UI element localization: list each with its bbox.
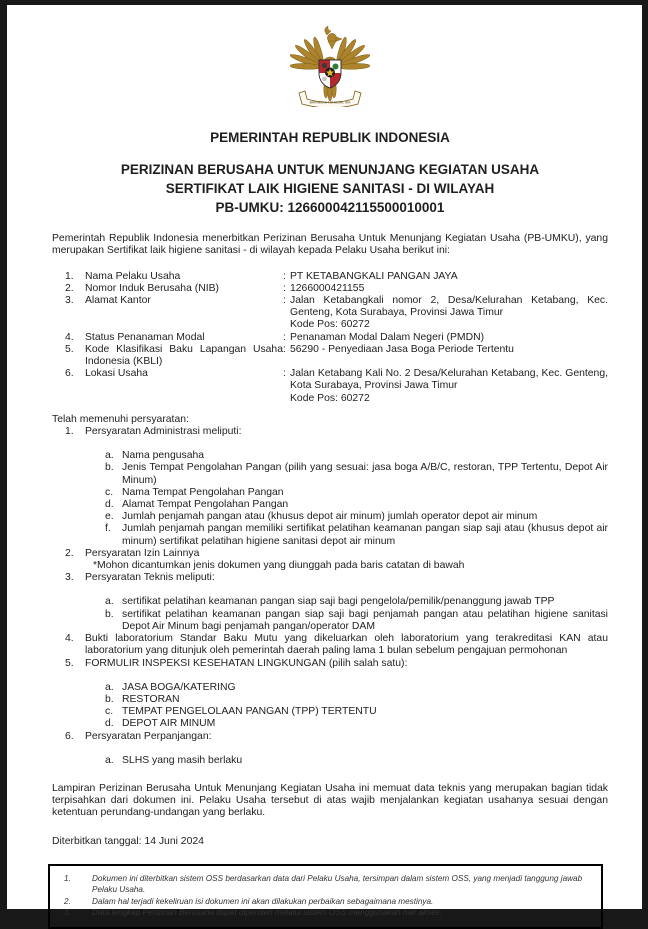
- emblem-container: [52, 25, 608, 111]
- detail-row-alamat-kantor: [52, 295, 608, 332]
- document-content: [7, 25, 642, 929]
- sub-text: Alamat Tempat Pengolahan Pangan: [122, 499, 289, 511]
- garuda-pancasila-emblem: [283, 25, 377, 107]
- detail-colon: :: [283, 368, 286, 380]
- detail-label: Nama Pelaku Usaha: [85, 270, 181, 282]
- detail-number: 5.: [65, 343, 74, 355]
- detail-value: 56290 - Penyediaan Jasa Boga Periode Tertentu: [290, 343, 514, 355]
- footnote-text: Dalam hal terjadi kekeliruan isi dokumen ini akan dilakukan perbaikan sebagaimana mestinya.: [92, 896, 434, 906]
- document-title: [52, 160, 608, 217]
- detail-row-lokasi-usaha: [52, 368, 608, 405]
- detail-value: Penanaman Modal Dalam Negeri (PMDN): [290, 331, 485, 343]
- sub-item: [85, 718, 608, 730]
- sub-letter: a.: [105, 754, 114, 766]
- sub-text: Jenis Tempat Pengolahan Pangan (pilih yang sesuai: jasa boga A/B/C, restoran, TPP Tertentu, Depot Air Minum): [122, 462, 608, 486]
- sub-text: JASA BOGA/KATERING: [122, 681, 236, 693]
- sub-text: Nama Tempat Pengolahan Pangan: [122, 486, 284, 498]
- footnotes-box: [48, 864, 603, 929]
- detail-label: Status Penanaman Modal: [85, 331, 205, 343]
- sub-item: [85, 487, 608, 499]
- requirement-number: 6.: [65, 730, 74, 742]
- footnote-number: 2.: [64, 896, 71, 906]
- detail-value: [290, 295, 608, 332]
- sub-letter: e.: [105, 511, 114, 523]
- requirement-sublist: [85, 450, 608, 548]
- requirement-number: 1.: [65, 426, 74, 438]
- detail-value-address: Jalan Ketabang Kali No. 2 Desa/Kelurahan Ketabang, Kec. Genteng, Kota Surabaya, Provinsi Jawa Timur: [290, 368, 608, 392]
- detail-row-kbli: [52, 344, 608, 368]
- sub-text: sertifikat pelatihan keamanan pangan siap saji bagi penjamah pangan atau pelatihan higiene sanitasi Depot Air Minum bagi penjamah pangan/operator DAM: [122, 608, 608, 632]
- detail-row-status-penanaman-modal: [52, 332, 608, 344]
- business-details-list: [52, 271, 608, 405]
- detail-row-nib: [52, 283, 608, 295]
- sub-text: SLHS yang masih berlaku: [122, 754, 243, 766]
- issued-date: Diterbitkan tanggal: 14 Juni 2024: [52, 835, 204, 847]
- sub-item: [85, 462, 608, 486]
- requirement-number: 5.: [65, 657, 74, 669]
- sub-text: TEMPAT PENGELOLAAN PANGAN (TPP) TERTENTU: [122, 706, 377, 718]
- sub-item: [85, 682, 608, 694]
- requirement-item-formulir-inspeksi: [52, 658, 608, 731]
- sub-item: [85, 511, 608, 523]
- footnote-row: [54, 896, 593, 908]
- doc-title-line1: PERIZINAN BERUSAHA UNTUK MENUNJANG KEGIATAN USAHA: [120, 162, 540, 178]
- requirement-text: Bukti laboratorium Standar Baku Mutu yang dikeluarkan oleh laboratorium yang terakreditasi KAN atau laboratorium yang ditunjuk oleh pemerintah daerah paling lama 1 bulan sebelum pengajuan permohonan: [85, 633, 608, 657]
- intro-paragraph: Pemerintah Republik Indonesia menerbitkan Perizinan Berusaha Untuk Menunjang Kegiatan Usaha (PB-UMKU), yang merupakan Sertifikat laik higiene sanitasi - di wilayah kepada Pelaku Usaha berikut ini:: [52, 233, 608, 257]
- sub-text: Jumlah penjamah pangan memiliki sertifikat pelatihan keamanan pangan siap saji atau (khusus depot air minum) sertifikat pelatihan higiene sanitasi depot air minum: [122, 523, 608, 547]
- sub-item: [85, 523, 608, 547]
- sub-item: [85, 755, 608, 767]
- sub-letter: d.: [105, 718, 114, 730]
- detail-value: 1266000421155: [290, 282, 365, 294]
- sub-item: [85, 694, 608, 706]
- footnote-text: Data lengkap Perizinan Berusaha dapat diperoleh melalui sistem OSS menggunakan hak akses.: [92, 908, 442, 918]
- requirement-text: FORMULIR INSPEKSI KESEHATAN LINGKUNGAN (pilih salah satu):: [85, 657, 408, 669]
- sub-item: [85, 499, 608, 511]
- detail-value-address: Jalan Ketabangkali nomor 2, Desa/Kelurahan Ketabang, Kec. Genteng, Kota Surabaya, Provinsi Jawa Timur: [290, 295, 608, 319]
- detail-label: Alamat Kantor: [85, 295, 151, 307]
- detail-colon: :: [283, 331, 286, 343]
- sub-item: [85, 596, 608, 608]
- detail-colon: :: [283, 282, 286, 294]
- detail-row-nama-pelaku-usaha: [52, 271, 608, 283]
- sub-letter: b.: [105, 608, 114, 620]
- detail-label: Nomor Induk Berusaha (NIB): [85, 282, 219, 294]
- pancasila-shield: [319, 60, 341, 88]
- detail-number: 6.: [65, 368, 74, 380]
- sub-text: RESTORAN: [122, 693, 180, 705]
- requirement-text: Persyaratan Izin Lainnya: [85, 547, 200, 559]
- requirement-sublist: [85, 596, 608, 633]
- sub-letter: c.: [105, 486, 114, 498]
- detail-colon: :: [283, 343, 286, 355]
- requirement-number: 4.: [65, 633, 74, 645]
- document-page: [7, 5, 642, 918]
- sub-letter: a.: [105, 450, 114, 462]
- detail-colon: :: [283, 295, 286, 307]
- sub-item: [85, 706, 608, 718]
- footnote-row: [54, 907, 593, 919]
- detail-number: 3.: [65, 295, 74, 307]
- requirement-item-izin-lainnya: [52, 548, 608, 572]
- detail-number: 2.: [65, 282, 74, 294]
- doc-title-line2: SERTIFIKAT LAIK HIGIENE SANITASI - DI WILAYAH: [165, 181, 495, 197]
- requirement-item-perpanjangan: [52, 731, 608, 767]
- sub-letter: c.: [105, 706, 114, 718]
- footnote-number: 1.: [64, 873, 71, 883]
- detail-label: Kode Klasifikasi Baku Lapangan Usaha Indonesia (KBLI): [85, 343, 283, 368]
- detail-value-postal-code: Kode Pos: 60272: [290, 319, 370, 331]
- requirement-sublist: [85, 682, 608, 731]
- sub-text: DEPOT AIR MINUM: [122, 718, 216, 730]
- requirement-text: Persyaratan Perpanjangan:: [85, 730, 212, 742]
- requirement-text: Persyaratan Administrasi meliputi:: [85, 426, 242, 438]
- requirements-heading: Telah memenuhi persyaratan:: [52, 413, 189, 425]
- footnote-number: 3.: [64, 908, 71, 918]
- detail-label: Lokasi Usaha: [85, 368, 148, 380]
- doc-title-pb-umku-number: PB-UMKU: 126600042115500010001: [215, 200, 445, 216]
- svg-text:BHINNEKA TUNGGAL IKA: BHINNEKA TUNGGAL IKA: [309, 100, 351, 105]
- requirement-item-administrasi: [52, 426, 608, 548]
- requirement-sublist: [85, 755, 608, 767]
- sub-letter: a.: [105, 596, 114, 608]
- detail-value-postal-code: Kode Pos: 60272: [290, 392, 370, 404]
- detail-number: 4.: [65, 331, 74, 343]
- sub-item: [85, 609, 608, 633]
- footnote-row: [54, 873, 593, 896]
- sub-letter: b.: [105, 462, 114, 474]
- detail-colon: :: [283, 270, 286, 282]
- requirements-list: [52, 426, 608, 767]
- closing-paragraph: Lampiran Perizinan Berusaha Untuk Menunjang Kegiatan Usaha ini memuat data teknis yang merupakan bagian tidak terpisahkan dari dokumen ini. Pelaku Usaha tersebut di atas wajib menjalankan kegiatan usahanya sesuai dengan ketentuan perundang-undangan yang berlaku.: [52, 782, 608, 819]
- sub-item: [85, 450, 608, 462]
- government-title: PEMERINTAH REPUBLIK INDONESIA: [210, 130, 450, 146]
- detail-value: [290, 368, 608, 405]
- detail-number: 1.: [65, 270, 74, 282]
- sub-text: Nama pengusaha: [122, 450, 205, 462]
- requirement-number: 3.: [65, 572, 74, 584]
- requirement-number: 2.: [65, 547, 74, 559]
- sub-letter: f.: [105, 523, 111, 535]
- sub-letter: b.: [105, 693, 114, 705]
- requirement-note: *Mohon dicantumkan jenis dokumen yang diunggah pada baris catatan di bawah: [93, 560, 465, 572]
- footnote-text: Dokumen ini diterbitkan sistem OSS berdasarkan data dari Pelaku Usaha, tersimpan dalam sistem OSS, yang menjadi tanggung jawab Pelaku Usaha.: [92, 873, 583, 895]
- detail-value: PT KETABANGKALI PANGAN JAYA: [290, 270, 458, 282]
- sub-letter: a.: [105, 681, 114, 693]
- sub-text: Jumlah penjamah pangan atau (khusus depot air minum) jumlah operator depot air minum: [122, 511, 538, 523]
- requirement-text: Persyaratan Teknis meliputi:: [85, 572, 215, 584]
- sub-text: sertifikat pelatihan keamanan pangan siap saji bagi pengelola/pemilik/penanggung jawab TPP: [122, 596, 555, 608]
- requirement-item-bukti-laboratorium: [52, 633, 608, 657]
- sub-letter: d.: [105, 499, 114, 511]
- requirement-item-teknis: [52, 572, 608, 633]
